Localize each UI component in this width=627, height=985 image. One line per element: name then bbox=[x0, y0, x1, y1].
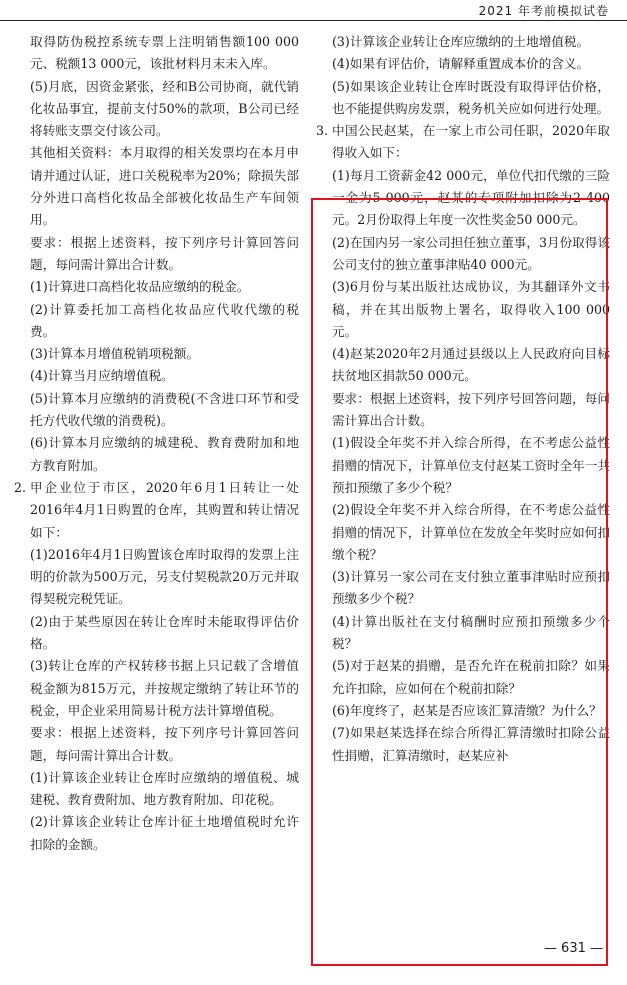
header-title: 2021 年考前模拟试卷 bbox=[478, 4, 609, 18]
paragraph-text: 要求：根据上述资料，按下列序号回答问题，每问需计算出合计数。 bbox=[332, 390, 610, 429]
right-paragraph bbox=[318, 165, 610, 232]
page-number: — 631 — bbox=[543, 941, 603, 956]
left-paragraph bbox=[16, 299, 299, 344]
left-paragraph bbox=[16, 365, 299, 387]
paragraph-text: (6)计算本月应缴纳的城建税、教育费附加和地方教育附加。 bbox=[30, 435, 299, 473]
paragraph-text: (2)由于某些原因在转让仓库时未能取得评估价格。 bbox=[30, 613, 299, 652]
paragraph-text: (7)如果赵某选择在综合所得汇算清缴时扣除公益性捐赠，汇算清缴时，赵某应补 bbox=[332, 725, 610, 763]
paragraph-text: (2)计算委托加工高档化妆品应代收代缴的税费。 bbox=[30, 301, 299, 339]
paragraph-text: (5)如果该企业转让仓库时既没有取得评估价格，也不能提供购房发票，税务机关应如何进行处理。 bbox=[332, 78, 610, 116]
left-paragraph bbox=[16, 343, 299, 365]
right-paragraph bbox=[318, 276, 610, 343]
paragraph-text: (3)计算本月增值税销项税额。 bbox=[30, 346, 199, 362]
paragraph-text: (1)假设全年奖不并入综合所得，在不考虑公益性捐赠的情况下，计算单位支付赵某工资时全年一共预扣预缴了多少个税？ bbox=[332, 435, 610, 495]
left-paragraph bbox=[16, 477, 299, 544]
right-paragraph bbox=[318, 343, 610, 388]
right-paragraph bbox=[318, 611, 610, 656]
paragraph-text: (2)在国内另一家公司担任独立董事，3月份取得该公司支付的独立董事津贴40 000元。 bbox=[332, 234, 610, 272]
page-header bbox=[0, 0, 627, 21]
paragraph-text: (3)6月份与某出版社达成协议，为其翻译外文书稿，并在其出版物上署名，取得收入100 000元。 bbox=[332, 279, 610, 339]
right-paragraph bbox=[318, 722, 610, 767]
left-paragraph bbox=[16, 767, 299, 812]
left-column bbox=[16, 31, 299, 856]
paragraph-text: 中国公民赵某，在一家上市公司任职，2020年取得收入如下： bbox=[332, 123, 610, 161]
left-paragraph bbox=[16, 611, 299, 656]
question-number: 2. bbox=[14, 479, 27, 495]
paragraph-text: (6)年度终了，赵某是否应该汇算清缴？为什么？ bbox=[332, 702, 602, 718]
right-paragraph bbox=[318, 432, 610, 499]
left-paragraph bbox=[16, 142, 299, 231]
left-paragraph bbox=[16, 276, 299, 298]
left-paragraph bbox=[16, 432, 299, 477]
question-number: 3. bbox=[316, 123, 329, 139]
right-paragraph bbox=[318, 31, 610, 53]
paragraph-text: (4)计算出版社在支付稿酬时应预扣预缴多少个税？ bbox=[332, 613, 610, 652]
paragraph-text: (2)假设全年奖不并入综合所得，在不考虑公益性捐赠的情况下，计算单位在发放全年奖时应如何扣缴个税？ bbox=[332, 502, 610, 562]
paragraph-text: (1)每月工资薪金42 000元，单位代扣代缴的三险一金为5 000元，赵某的专项附加扣除为2 400元。2月份取得上年度一次性奖金50 000元。 bbox=[332, 167, 610, 228]
paragraph-text: (5)计算本月应缴纳的消费税(不含进口环节和受托方代收代缴的消费税)。 bbox=[30, 390, 299, 429]
paragraph-text: (1)2016年4月1日购置该仓库时取得的发票上注明的价款为500万元，另支付契税款20万元并取得契税完税凭证。 bbox=[30, 546, 299, 607]
right-column bbox=[318, 31, 610, 767]
paragraph-text: (5)对于赵某的捐赠，是否允许在税前扣除？如果允许扣除，应如何在个税前扣除？ bbox=[332, 658, 610, 696]
paragraph-text: (4)如果有评估价，请解释重置成本价的含义。 bbox=[332, 56, 590, 72]
right-paragraph bbox=[318, 232, 610, 277]
left-paragraph bbox=[16, 388, 299, 433]
left-paragraph bbox=[16, 31, 299, 76]
left-paragraph bbox=[16, 544, 299, 611]
paragraph-text: (3)转让仓库的产权转移书据上只记载了含增值税金额为815万元，并按规定缴纳了转让环节的税金，甲企业采用简易计税方法计算增值税。 bbox=[30, 658, 299, 718]
paragraph-text: (4)计算当月应纳增值税。 bbox=[30, 368, 174, 384]
right-paragraph bbox=[318, 76, 610, 121]
paragraph-text: 其他相关资料：本月取得的相关发票均在本月申请并通过认证，进口关税税率为20%；除损失部分外进口高档化妆品全部被化妆品生产车间领用。 bbox=[30, 145, 299, 228]
paragraph-text: (5)月底，因资金紧张，经和B公司协商，就代销化妆品事宜，提前支付50%的款项，B公司已经将转账支票交付该公司。 bbox=[30, 78, 299, 139]
right-paragraph bbox=[318, 655, 610, 700]
right-paragraph bbox=[318, 700, 610, 722]
paragraph-text: (1)计算进口高档化妆品应缴纳的税金。 bbox=[30, 279, 250, 295]
left-paragraph bbox=[16, 722, 299, 767]
paragraph-text: 要求：根据上述资料，按下列序号计算回答问题，每问需计算出合计数。 bbox=[30, 725, 299, 763]
paragraph-text: 甲企业位于市区，2020年6月1日转让一处2016年4月1日购置的仓库，其购置和转让情况如下： bbox=[30, 479, 299, 540]
paragraph-text: (3)计算另一家公司在支付独立董事津贴时应预扣预缴多少个税？ bbox=[332, 569, 610, 607]
right-paragraph bbox=[318, 499, 610, 566]
paragraph-text: (1)计算该企业转让仓库时应缴纳的增值税、城建税、教育费附加、地方教育附加、印花税。 bbox=[30, 769, 299, 808]
left-paragraph bbox=[16, 811, 299, 856]
paragraph-text: 取得防伪税控系统专票上注明销售额100 000元、税额13 000元，该批材料月末未入库。 bbox=[30, 34, 299, 72]
left-paragraph bbox=[16, 76, 299, 143]
paragraph-text: (4)赵某2020年2月通过县级以上人民政府向目标扶贫地区捐款50 000元。 bbox=[332, 346, 610, 384]
paragraph-text: 要求：根据上述资料，按下列序号计算回答问题，每问需计算出合计数。 bbox=[30, 234, 299, 272]
paragraph-text: (2)计算该企业转让仓库计征土地增值税时允许扣除的金额。 bbox=[30, 814, 299, 852]
right-paragraph bbox=[318, 53, 610, 75]
paragraph-text: (3)计算该企业转让仓库应缴纳的土地增值税。 bbox=[332, 34, 590, 49]
right-paragraph bbox=[318, 388, 610, 433]
left-paragraph bbox=[16, 655, 299, 722]
right-paragraph bbox=[318, 566, 610, 611]
right-paragraph bbox=[318, 120, 610, 165]
left-paragraph bbox=[16, 232, 299, 277]
